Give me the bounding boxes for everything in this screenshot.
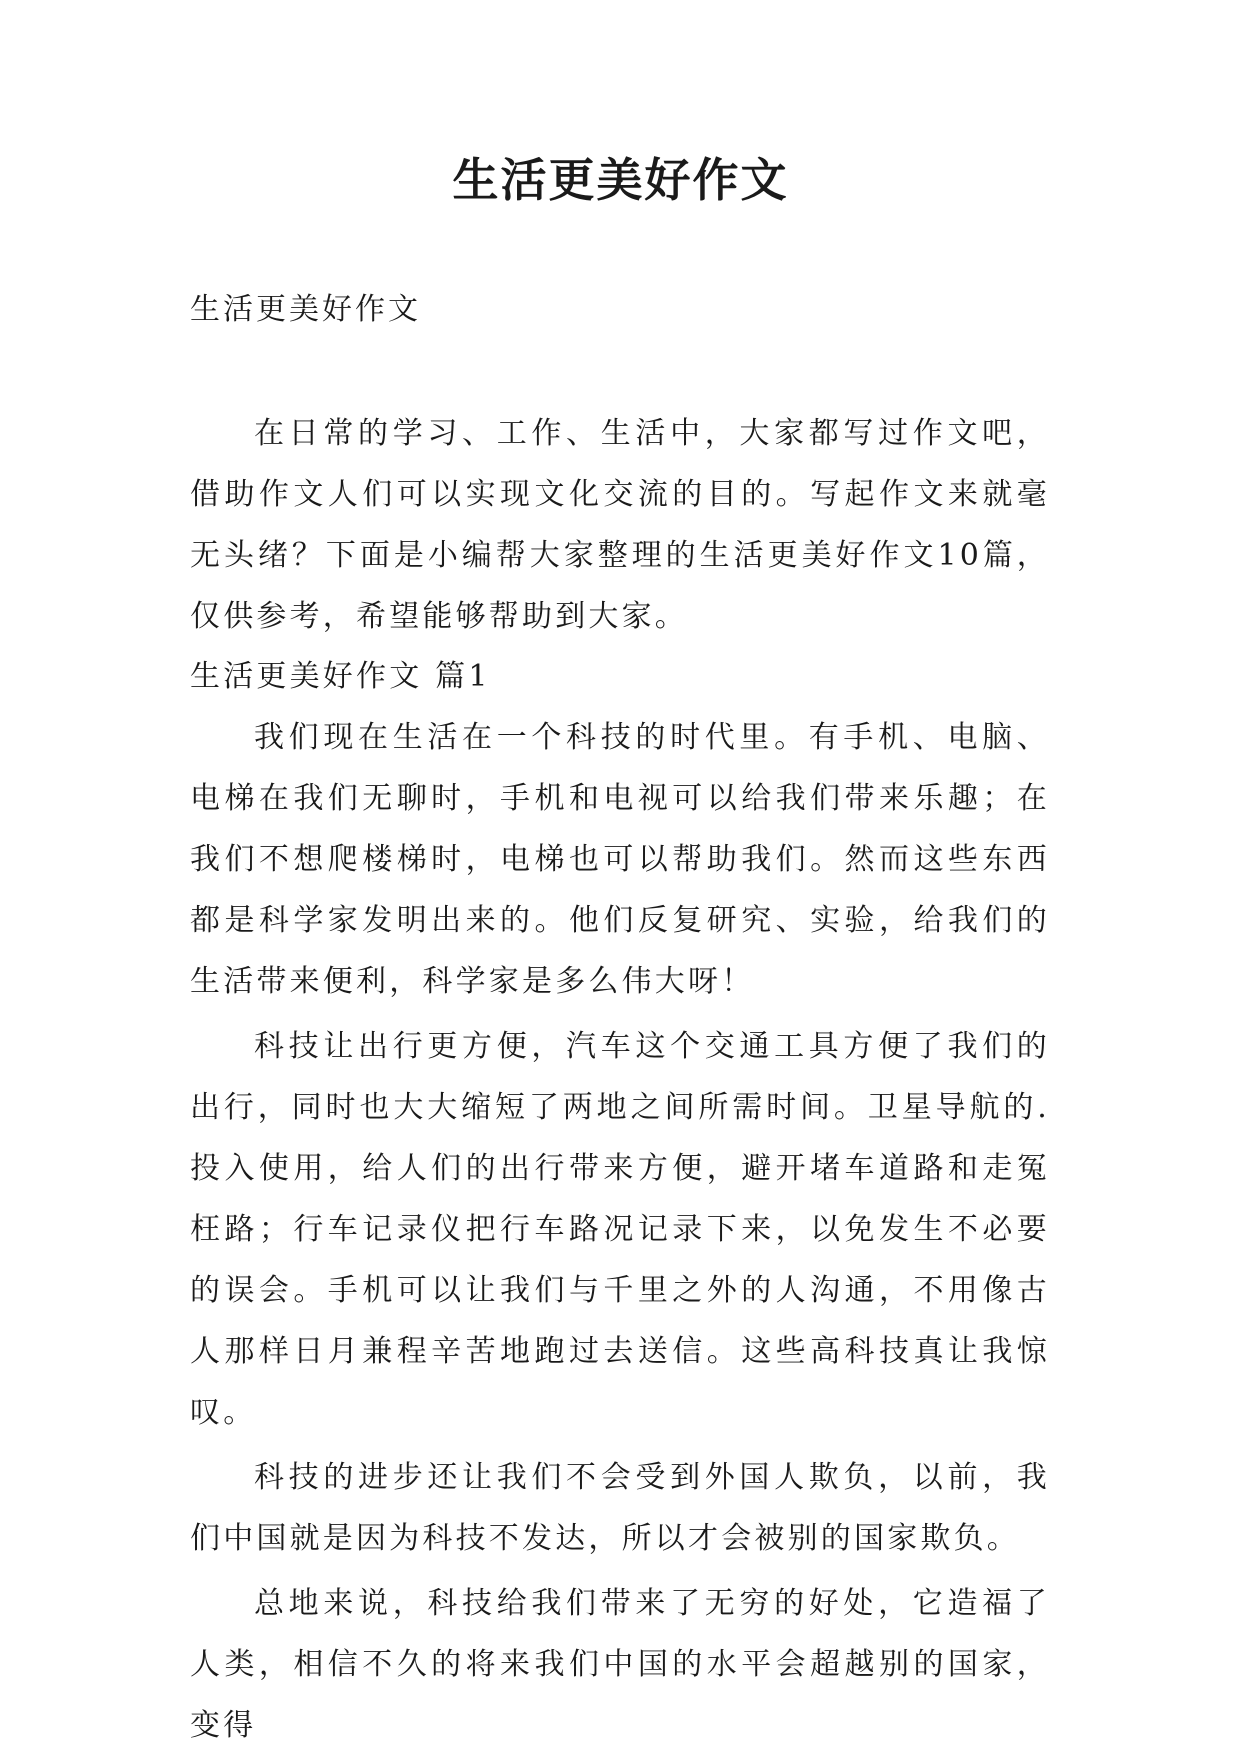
body-paragraph: 科技的进步还让我们不会受到外国人欺负，以前，我们中国就是因为科技不发达，所以才会被别的国家欺负。 (190, 1460, 1050, 1556)
intro-paragraph: 在日常的学习、工作、生活中，大家都写过作文吧，借助作文人们可以实现文化交流的目的。写起作文来就毫无头绪？下面是小编帮大家整理的生活更美好作文10篇，仅供参考，希望能够帮助到大家。 (190, 416, 1050, 634)
body-paragraph: 科技让出行更方便，汽车这个交通工具方便了我们的出行，同时也大大缩短了两地之间所需时间。卫星导航的.投入使用，给人们的出行带来方便，避开堵车道路和走冤枉路；行车记录仪把行车路况记录下来，以免发生不必要的误会。手机可以让我们与千里之外的人沟通，不用像古人那样日月兼程辛苦地跑过去送信。这些高科技真让我惊叹。 (190, 1029, 1050, 1430)
document-title: 生活更美好作文 (452, 153, 789, 207)
document-body (190, 403, 1050, 1756)
body-paragraph: 总地来说，科技给我们带来了无穷的好处，它造福了人类，相信不久的将来我们中国的水平会超越别的国家，变得 (190, 1586, 1050, 1743)
document-subtitle: 生活更美好作文 (190, 292, 421, 327)
body-paragraph: 我们现在生活在一个科技的时代里。有手机、电脑、电梯在我们无聊时，手机和电视可以给我们带来乐趣；在我们不想爬楼梯时，电梯也可以帮助我们。然而这些东西都是科学家发明出来的。他们反复研究、实验，给我们的生活带来便利，科学家是多么伟大呀！ (190, 720, 1050, 999)
section-heading: 生活更美好作文 篇1 (190, 659, 491, 694)
